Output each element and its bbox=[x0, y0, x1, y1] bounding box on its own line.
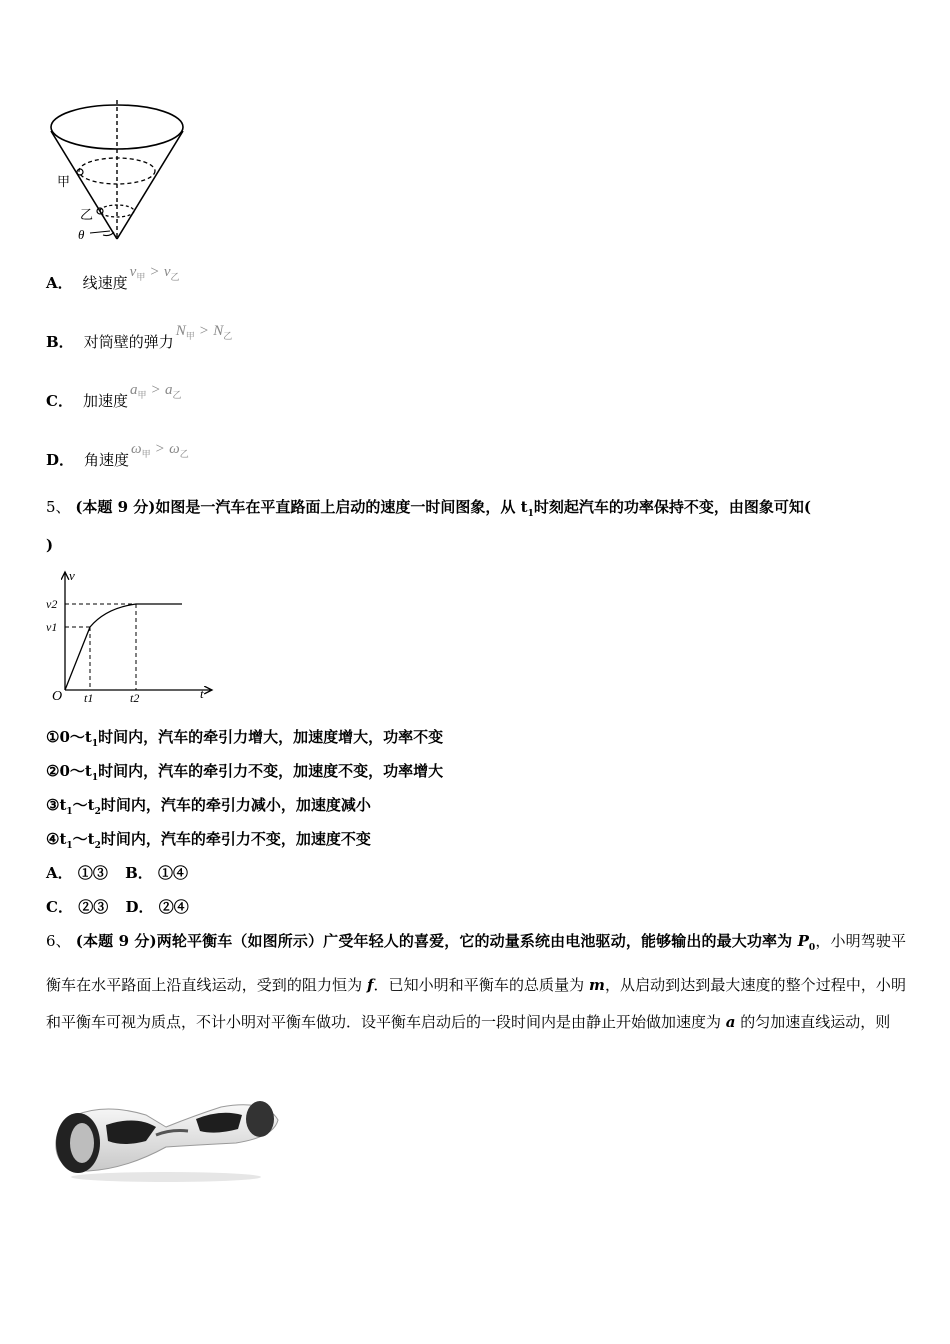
option-c bbox=[46, 382, 182, 417]
tick-label-t2: t2 bbox=[130, 691, 140, 705]
q5-choices-ab bbox=[46, 863, 188, 883]
choice-b-label: B． bbox=[125, 864, 153, 882]
option-formula: $v_甲 > v_乙$ bbox=[129, 264, 180, 282]
q5-stem-text: 如图是一汽车在平直路面上启动的速度一时间图象，从 $t_1$时刻起汽车的功率保持不变，由图象可知( bbox=[155, 498, 811, 519]
tick-label-v1: v1 bbox=[46, 620, 58, 634]
option-text: 加速度 bbox=[82, 392, 128, 410]
question-score: (本题 9 分) bbox=[75, 932, 157, 950]
origin-label: O bbox=[52, 689, 63, 704]
q5-stem-close: ) bbox=[46, 536, 54, 554]
choice-b-text: ①④ bbox=[158, 864, 189, 882]
option-text: 线速度 bbox=[82, 274, 128, 292]
cone-figure bbox=[40, 95, 200, 245]
question-number: 6、 bbox=[46, 932, 71, 950]
option-text: 对筒壁的弹力 bbox=[83, 333, 174, 351]
tick-label-v2: v2 bbox=[46, 597, 58, 611]
hoverboard-figure bbox=[46, 1085, 286, 1185]
option-formula: $a_甲 > a_乙$ bbox=[129, 382, 182, 400]
q6-stem: 6、 (本题 9 分)两轮平衡车（如图所示）广受年轻人的喜爱，它的动量系统由电池驱动，能够输出的最大功率为 $P_0$，小明驾驶平衡车在水平路面上沿直线运动，受到的阻力恒为 f．已知小明和平衡车的总质量为 m，从启动到达到最大速度的整个过程中，小明和平衡车可视为质点，不计小明对平衡车做功．设平衡车启动后的一段时间内是由静止开始做加速度为 a 的匀加速直线运动，则 bbox=[46, 932, 906, 1031]
choice-c-text: ②③ bbox=[78, 898, 109, 916]
question-score: (本题 9 分) bbox=[75, 498, 156, 516]
option-b bbox=[46, 323, 233, 358]
q5-choices-cd bbox=[46, 897, 189, 917]
choice-c-label: C． bbox=[46, 898, 73, 916]
choice-a-label: A． bbox=[46, 864, 73, 882]
axis-label-v: v bbox=[69, 568, 75, 583]
option-label: A． bbox=[46, 274, 73, 292]
statement-4: $④t_1\sim t_2$时间内，汽车的牵引力不变，加速度不变 bbox=[46, 830, 371, 851]
option-label: D． bbox=[46, 451, 75, 469]
label-yi: 乙 bbox=[80, 207, 94, 222]
option-a bbox=[46, 264, 180, 299]
option-d bbox=[46, 441, 189, 476]
vt-graph bbox=[44, 566, 224, 706]
option-text: 角速度 bbox=[84, 451, 130, 469]
q5-stem bbox=[46, 497, 811, 524]
question-number: 5、 bbox=[46, 498, 71, 516]
choice-a-text: ①③ bbox=[77, 864, 108, 882]
choice-d-text: ②④ bbox=[158, 898, 189, 916]
option-formula: $N_甲 > N_乙$ bbox=[175, 323, 233, 341]
graph-linear-segment bbox=[65, 627, 90, 690]
tick-label-t1: t1 bbox=[84, 691, 94, 705]
choice-d-label: D． bbox=[125, 898, 154, 916]
label-jia: 甲 bbox=[57, 174, 71, 189]
axis-label-t: t bbox=[200, 686, 204, 701]
label-theta: θ bbox=[78, 227, 85, 242]
statement-3: $③t_1\sim t_2$时间内，汽车的牵引力减小，加速度减小 bbox=[46, 796, 371, 817]
graph-curve-segment bbox=[90, 604, 136, 627]
statement-2: $②0\sim t_1$时间内，汽车的牵引力不变，加速度不变，功率增大 bbox=[46, 762, 444, 783]
option-label: B． bbox=[46, 333, 74, 351]
option-label: C． bbox=[46, 392, 73, 410]
option-formula: $\omega_甲 > \omega_乙$ bbox=[131, 441, 189, 459]
statement-1: $①0\sim t_1$时间内，汽车的牵引力增大，加速度增大，功率不变 bbox=[46, 728, 444, 749]
